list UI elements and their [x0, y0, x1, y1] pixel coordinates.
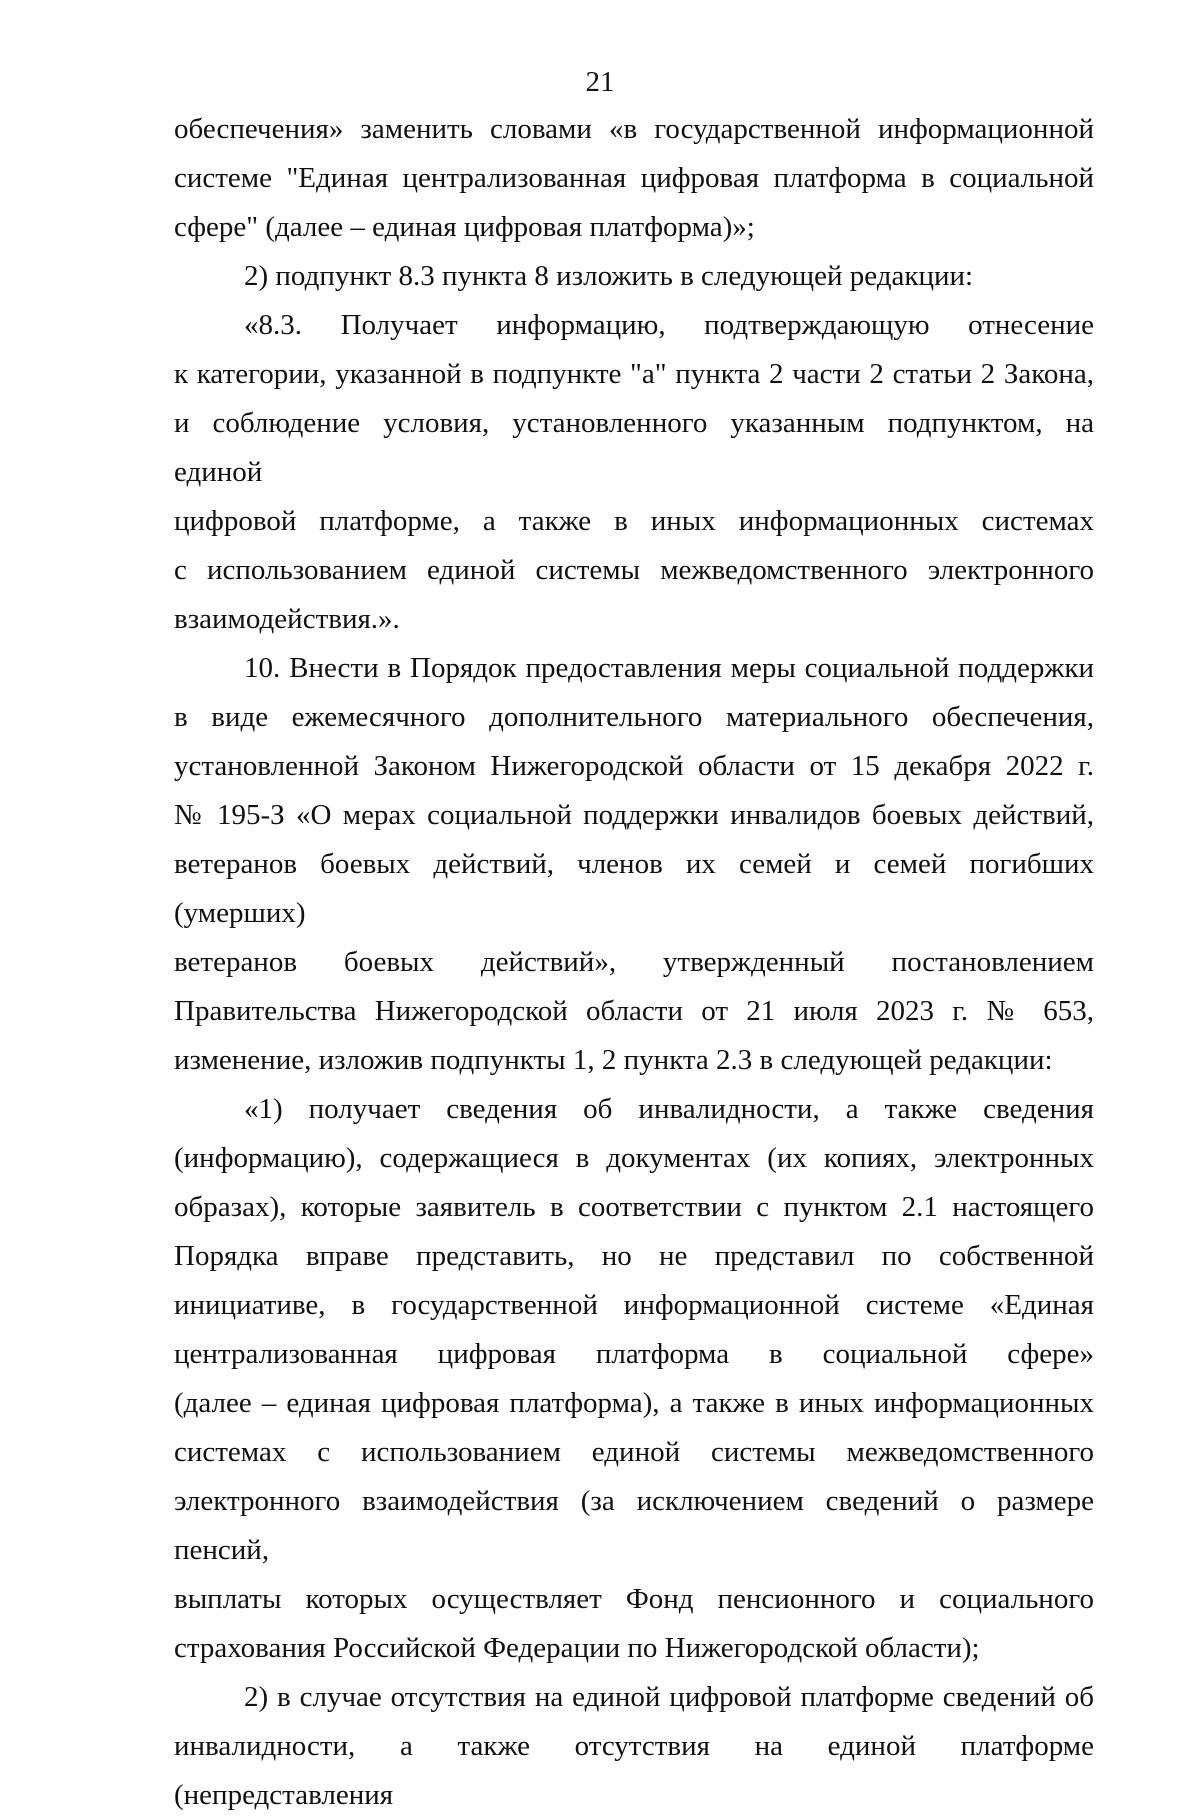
- text-line: ветеранов боевых действий», утвержденный постановлением: [174, 946, 1094, 978]
- text-line: и соблюдение условия, установленного указанным подпунктом, на единой: [174, 407, 1094, 488]
- text-line: к категории, указанной в подпункте "а" пункта 2 части 2 статьи 2 Закона,: [174, 358, 1094, 390]
- text-line: № 195-З «О мерах социальной поддержки инвалидов боевых действий,: [174, 799, 1094, 831]
- text-line: системах с использованием единой системы межведомственного: [174, 1436, 1094, 1468]
- text-line: обеспечения» заменить словами «в государственной информационной: [174, 113, 1094, 145]
- text-line: электронного взаимодействия (за исключением сведений о размере пенсий,: [174, 1485, 1094, 1566]
- text-line: страхования Российской Федерации по Нижегородской области);: [174, 1632, 980, 1664]
- text-line: образах), которые заявитель в соответствии с пунктом 2.1 настоящего: [174, 1191, 1094, 1223]
- text-line: инвалидности, а также отсутствия на единой платформе (непредставления: [174, 1730, 1094, 1811]
- text-line: системе "Единая централизованная цифровая платформа в социальной: [174, 162, 1094, 194]
- text-line: 2) в случае отсутствия на единой цифровой платформе сведений об: [244, 1681, 1094, 1713]
- document-body: [174, 105, 1094, 1820]
- text-line: «1) получает сведения об инвалидности, а также сведения: [244, 1093, 1094, 1125]
- paragraph-6: [174, 1673, 1094, 1820]
- text-line: установленной Законом Нижегородской области от 15 декабря 2022 г.: [174, 750, 1094, 782]
- text-line: с использованием единой системы межведомственного электронного: [174, 554, 1094, 586]
- text-line: (информацию), содержащиеся в документах (их копиях, электронных: [174, 1142, 1094, 1174]
- text-line: взаимодействия.».: [174, 603, 400, 635]
- text-line: 10. Внести в Порядок предоставления меры социальной поддержки: [244, 652, 1094, 684]
- page-number: 21: [585, 66, 615, 98]
- paragraph-2: [174, 252, 1094, 301]
- text-line: Правительства Нижегородской области от 21 июля 2023 г. № 653,: [174, 995, 1094, 1027]
- text-line: инициативе, в государственной информационной системе «Единая: [174, 1289, 1094, 1321]
- text-line: выплаты которых осуществляет Фонд пенсионного и социального: [174, 1583, 1094, 1615]
- paragraph-4: [174, 644, 1094, 1085]
- text-line: изменение, изложив подпункты 1, 2 пункта 2.3 в следующей редакции:: [174, 1044, 1053, 1076]
- text-line: «8.3. Получает информацию, подтверждающую отнесение: [244, 309, 1094, 341]
- text-line: Порядка вправе представить, но не представил по собственной: [174, 1240, 1094, 1272]
- text-line: цифровой платформе, а также в иных информационных системах: [174, 505, 1094, 537]
- text-line: централизованная цифровая платформа в социальной сфере»: [174, 1338, 1094, 1370]
- text-line: сфере" (далее – единая цифровая платформа)»;: [174, 211, 755, 243]
- text-line: 2) подпункт 8.3 пункта 8 изложить в следующей редакции:: [244, 260, 974, 292]
- text-line: ветеранов боевых действий, членов их семей и семей погибших (умерших): [174, 848, 1094, 929]
- text-line: в виде ежемесячного дополнительного материального обеспечения,: [174, 701, 1094, 733]
- text-line: (далее – единая цифровая платформа), а также в иных информационных: [174, 1387, 1094, 1419]
- paragraph-3: [174, 301, 1094, 644]
- paragraph-5: [174, 1085, 1094, 1673]
- paragraph-1: [174, 105, 1094, 252]
